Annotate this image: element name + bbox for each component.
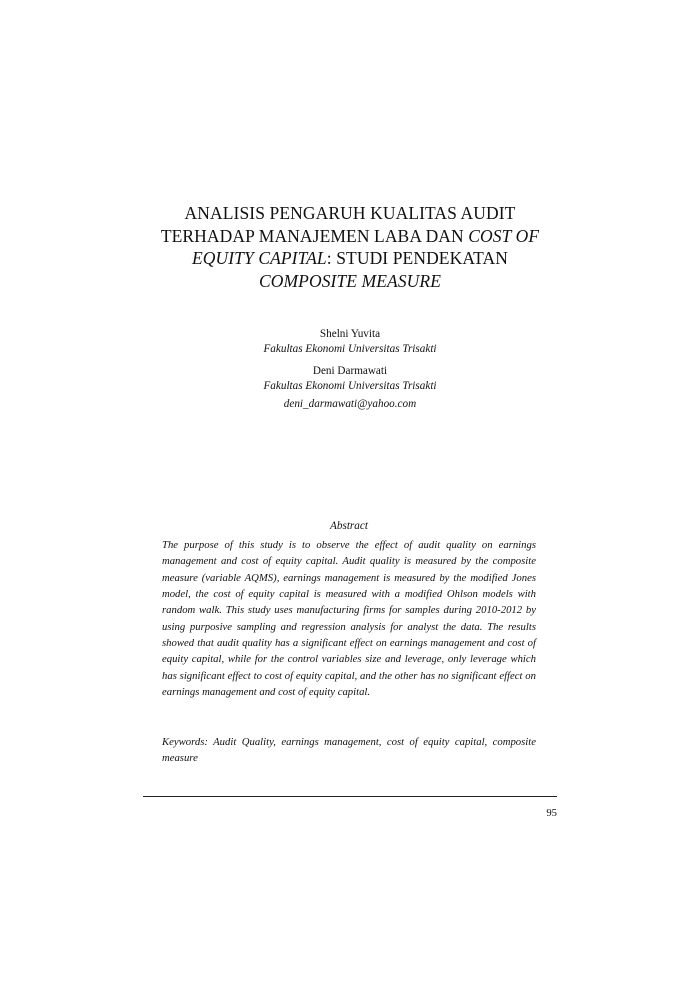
title-line-2 — [150, 225, 550, 248]
abstract-heading: Abstract — [330, 520, 368, 532]
title-line-3 — [150, 247, 550, 270]
abstract-body: The purpose of this study is to observe the effect of audit quality on earnings management and cost of equity capital. Audit quality is measured by the composite measure (variable AQMS), earnings management is measured by the modified Jones model, the cost of equity capital is measured with a modified Ohlson models with random walk. This study uses manufacturing firms for samples during 2010-2012 by using purposive sampling and regression analysis for analyst the data. The results showed that audit quality has a significant effect on earnings management and cost of equity capital, while for the control variables size and leverage, only leverage which has significant effect to cost of equity capital, and the other has no significant effect on earnings management and cost of equity capital. — [162, 539, 536, 699]
title-line-4-italic: COMPOSITE MEASURE — [258, 270, 441, 291]
title-line-2-italic: COST OF — [468, 225, 540, 246]
author-name-2: Deni Darmawati — [312, 365, 388, 377]
author-affiliation-2: Fakultas Ekonomi Universitas Trisakti — [263, 380, 437, 392]
author-name-1: Shelni Yuvita — [319, 328, 381, 340]
footer-divider — [143, 796, 557, 797]
page-number: 95 — [546, 807, 557, 819]
author-email: deni_darmawati@yahoo.com — [283, 398, 417, 410]
title-line-2-normal: TERHADAP MANAJEMEN LABA DAN — [160, 225, 469, 246]
title-line-1: ANALISIS PENGARUH KUALITAS AUDIT — [184, 203, 516, 223]
author-block — [150, 327, 550, 413]
keywords: Keywords: Audit Quality, earnings management, cost of equity capital, composite measure — [162, 736, 536, 765]
title-line-4 — [150, 270, 550, 293]
paper-title — [150, 202, 550, 292]
author-affiliation-1: Fakultas Ekonomi Universitas Trisakti — [263, 343, 437, 355]
title-line-3-italic: EQUITY CAPITAL — [191, 248, 327, 268]
author-spacer — [150, 357, 550, 364]
title-line-3-normal: : STUDI PENDEKATAN — [326, 248, 508, 268]
